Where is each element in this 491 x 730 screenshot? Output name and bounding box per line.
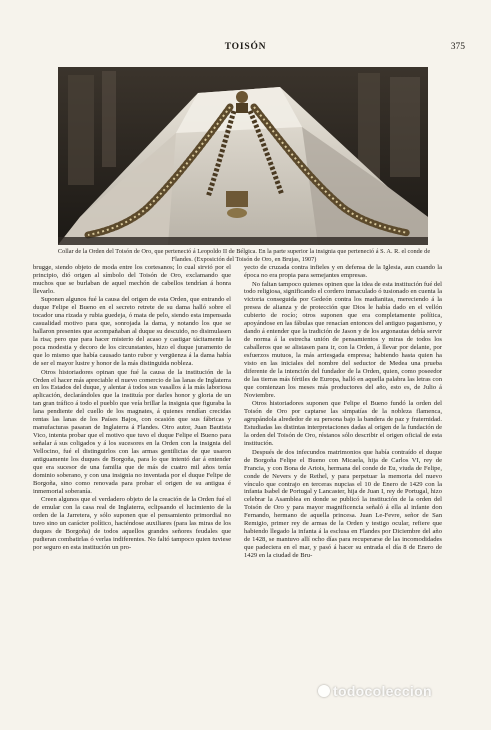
page-number: 375	[450, 42, 465, 52]
paragraph: Otros historiadores opinan que fué la causa de la institución de la Orden el hacer más apreciable el nuevo comercio de las lanas de Inglaterra en los Estados del duque, y alentar á todos sus vasallos á la más laboriosa aplicación, declarándoles que la instituía por darles honor y gloria de un tan gran tráfico á todo el pueblo que veía brillar la insignia que figuraba la lana pendiente del cuello de los magnates, á quienes rendían crecidas rentas las lanas de los Países Bajos, con ocasión que sus fábricas y manufacturas pasaran de Inglaterra á Flandes. Otro autor, Juan Bautista Vico, intenta probar que el motivo que tuvo el duque Felipe el Bueno para señalar á sus coligados y á los sucesores en la Orden con la insignia del Vellocino, fué el distinguirlos con las armas gentilicias de que usaron antiguamente los duques de Borgoña, para lo que intentó dar á entender que era sucesor de una familia que de más de cuatro mil años tenía dominio soberano, y con una insignia no inventada por el duque Felipe de Borgoña, sino como renovada para probar el origen de su antigua é inmemorial soberanía.	[33, 368, 231, 495]
running-title: TOISÓN	[224, 42, 267, 52]
paragraph: Suponen algunos fué la causa del origen de esta Orden, que entrando el duque Felipe el Bueno en el secreto retrete de su dama halló sobre el tocador una rizada y rubia guedeja, ó mata de pelo, siendo esta impensada casualidad motivo para que, sonrojada la dama, y notando los que se hallaron presentes que acompañaban al duque su descuido, no disimulasen la risa; pero que para hacer misterio del acaso y castigar tácitamente la poca modestia y decoro de los circunstantes, hizo el duque juramento de que lo mismo que había causado tanto rubor y vergüenza á la dama había de ser el mayor lustre y honor de la más distinguida nobleza.	[33, 296, 231, 368]
paragraph: Otros historiadores suponen que Felipe el Bueno fundó la orden del Toisón de Oro por captarse las simpatías de la nobleza flamenca, agrupándola alrededor de su persona bajo la bandera de paz y fraternidad. Estudiadas las distintas interpretaciones dadas al origen de la fundación de la orden del Toisón de Oro, réstanos sólo describir el origen oficial de esta institución.	[244, 400, 442, 448]
watermark-circle-icon	[318, 685, 330, 697]
paragraph: Después de dos infecundos matrimonios que había contraído el duque de Borgoña Felipe el Bueno con Micaela, hija de Carlos VI, rey de Francia, y con Bona de Artois, hermana del conde de Eu, viuda de Felipe, conde de Nevers y de Rethel, y para perpetuar la memoria del nuevo vínculo que contrajo en terceras nupcias el 10 de Enero de 1429 con la infanta Isabel de Portugal y Lancaster, hija de Juan I, rey de Portugal, hizo celebrar la Asamblea en donde se publicó la institución de la orden del Toisón de Oro y para mayor magnificencia señaló á ella al infante don Fernando, hermano de aquella princesa. Juan Le-Fevre, señor de San Remigio, primer rey de armas de la Orden y testigo ocular, refiere que habiendo llegado la infanta á la esclusa en Flandes por Diciembre del año de 1428, se mantuvo allí ocho días para recuperarse de las incomodidades que padeciera en el mar, y pasó á hacer su entrada el día 8 de Enero de 1429 en la ciudad de Bru-	[244, 448, 442, 560]
paragraph: No faltan tampoco quienes opinen que la idea de esta institución fué del todo religiosa, significando el cordero inmaculado ó tusionado en cuenta la victoria conseguida por Gedeón contra los madianitas, mereciendo á la presea de alianza y de protección que Dios le había dado en el vellón cubierto de rocío; otros suponen que era completamente política, apoyándose en las fábulas que renacían entonces del antiguo paganismo, y dando á entender que la tradición de Jason y de los argonautas debía servir de norma á la estrecha unión de pensamientos y miras de todos los caballeros que se alistasen para ir, con la Orden, á llevar por delante, por esfuerzos mutuos, la más arriesgada empresa; habiendo hasta quien ha visto en las iniciales del nombre del seductor de Medea una prueba diferente de la intención del fundador de la Orden, quien, como poseedor de las tierras más fértiles de Europa, halló en aquella palabra las letras con que comienzan los meses más productores del año, esto es, de Julio á Noviembre.	[244, 280, 442, 399]
collar-photograph	[58, 67, 428, 245]
watermark-text: todocoleccion	[333, 683, 432, 699]
watermark-logo	[318, 683, 488, 703]
page-header	[0, 42, 491, 56]
text-column-left	[33, 264, 231, 552]
paragraph: Creen algunos que el verdadero objeto de la creación de la Orden fué el de emular con la casa real de Inglaterra, eclipsando el lucimiento de la orden de la Jarretera, y sólo suponen que el pensamiento primordial no tuvo sino un carácter político, haciéndose auxiliares (para las miras de los duques de Borgoña) de todos aquellos grandes señores feudales que pudieran combatirlas ó verlas indiferentes. No faltó tampoco quien tuviese por seguro en esta institución un pro-	[33, 496, 231, 552]
text-column-right	[244, 264, 442, 560]
paragraph: yecto de cruzada contra infieles y en defensa de la Iglesia, aun cuando la época no era propia para semejantes empresas.	[244, 264, 442, 279]
photo-caption: Collar de la Orden del Toisón de Oro, que perteneció á Leopoldo II de Bélgica. En la parte superior la insignia que perteneció á S. A. R. el conde de Flandes. (Exposición del Toisón de Oro, en Brujas, 1907)	[57, 248, 431, 263]
paragraph: brugge, siendo objeto de moda entre los cortesanos; lo cual sirvió por el principio, dió origen al símbolo del Toisón de Oro, exclamando que muchos que se burlaban de aquel mechón de cabellos tendrían á honra llevarlo.	[33, 264, 231, 295]
collar-photo-illustration	[58, 67, 428, 245]
